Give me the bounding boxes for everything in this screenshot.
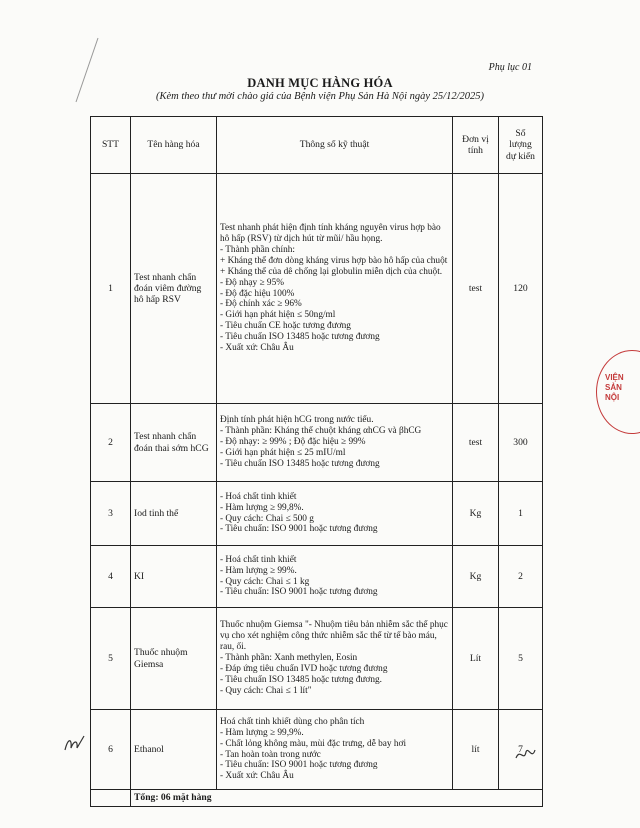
page-title: DANH MỤC HÀNG HÓA — [247, 76, 393, 90]
header-qty-line: dự kiến — [506, 150, 535, 162]
spec-line: - Hàm lượng ≥ 99%. — [220, 565, 297, 576]
spec-line: - Quy cách: Chai ≤ 500 g — [220, 513, 314, 524]
row-spec — [217, 404, 453, 482]
spec-line: - Tiêu chuẩn CE hoặc tương đương — [220, 321, 351, 332]
spec-line: - Xuất xứ: Châu Âu — [220, 342, 294, 353]
header-name: Tên hàng hóa — [131, 117, 217, 174]
spec-line: - Quy cách: Chai ≤ 1 lít" — [220, 685, 312, 696]
spec-line: - Tiêu chuẩn ISO 13485 hoặc tương đương. — [220, 674, 382, 685]
goods-table — [90, 116, 543, 807]
header-unit-line: Đơn vị — [462, 133, 489, 145]
spec-line: - Hàm lượng ≥ 99,8%. — [220, 502, 304, 513]
spec-line: + Kháng thể đơn dòng kháng virus hợp bào hô hấp của chuột — [220, 255, 448, 266]
header-unit-line: tính — [468, 145, 483, 156]
row-stt: 1 — [91, 174, 131, 404]
spec-line: - Giới hạn phát hiện ≤ 50ng/ml — [220, 310, 336, 321]
row-unit: test — [453, 404, 499, 482]
spec-line: - Độ nhạy ≥ 95% — [220, 277, 284, 288]
row-qty: 1 — [499, 482, 543, 546]
header-spec: Thông số kỹ thuật — [217, 117, 453, 174]
table-row — [91, 404, 543, 482]
spec-line: Thuốc nhuộm Giemsa "- Nhuộm tiêu bản nhiễm sắc thể phục vụ cho xét nghiệm công thức nhiễm sắc thể từ tế bào máu, rau, ối. — [220, 620, 448, 653]
stamp-line: NỘI — [605, 393, 620, 402]
spec-line: - Quy cách: Chai ≤ 1 kg — [220, 576, 310, 587]
spec-line: + Kháng thể của dê chống lại globulin miễn dịch của chuột. — [220, 266, 443, 277]
initials-signature-right — [512, 744, 538, 766]
spec-line: - Giới hạn phát hiện ≤ 25 mIU/ml — [220, 447, 346, 458]
header-qty-line: Số — [515, 128, 526, 140]
header-qty — [499, 117, 543, 174]
stamp-text — [605, 373, 624, 403]
scan-edge-mark — [72, 36, 102, 106]
row-stt: 4 — [91, 546, 131, 608]
spec-line: - Xuất xứ: Châu Âu — [220, 771, 294, 782]
table-row — [91, 174, 543, 404]
total-row — [91, 790, 543, 807]
spec-line: - Tan hoàn toàn trong nước — [220, 749, 321, 760]
table-header-row — [91, 117, 543, 174]
row-qty: 5 — [499, 608, 543, 710]
spec-line: Test nhanh phát hiện định tính kháng nguyên virus hợp bào hô hấp (RSV) từ dịch hút từ mũi/ hầu họng. — [220, 223, 441, 245]
spec-line: - Độ đặc hiệu 100% — [220, 288, 295, 299]
row-name: KI — [131, 546, 217, 608]
initials-signature-left — [62, 732, 88, 756]
spec-line: - Độ nhạy: ≥ 99% ; Độ đặc hiệu ≥ 99% — [220, 437, 366, 448]
row-spec — [217, 482, 453, 546]
header-stt: STT — [91, 117, 131, 174]
spec-line: - Hoá chất tinh khiết — [220, 491, 297, 502]
row-spec — [217, 546, 453, 608]
spec-line: - Hàm lượng ≥ 99,9%. — [220, 727, 304, 738]
spec-line: - Tiêu chuẩn: ISO 9001 hoặc tương đương — [220, 760, 378, 771]
spec-line: - Độ chính xác ≥ 96% — [220, 299, 302, 310]
total-stt-cell — [91, 790, 131, 807]
row-stt: 3 — [91, 482, 131, 546]
total-label: Tổng: 06 mặt hàng — [131, 790, 543, 807]
spec-line: - Tiêu chuẩn: ISO 9001 hoặc tương đương — [220, 524, 378, 535]
row-unit: Lít — [453, 608, 499, 710]
spec-line: - Tiêu chuẩn: ISO 9001 hoặc tương đương — [220, 587, 378, 598]
row-qty: 7 — [499, 710, 543, 790]
table-row — [91, 482, 543, 546]
row-unit: test — [453, 174, 499, 404]
stamp-line: VIỆN — [605, 373, 624, 382]
row-stt: 6 — [91, 710, 131, 790]
spec-line: - Thành phần: Kháng thể chuột kháng αhCG và βhCG — [220, 426, 422, 437]
row-unit: Kg — [453, 482, 499, 546]
row-stt: 5 — [91, 608, 131, 710]
spec-line: - Đáp ứng tiêu chuẩn IVD hoặc tương đương — [220, 663, 388, 674]
row-spec — [217, 608, 453, 710]
row-qty: 300 — [499, 404, 543, 482]
header-qty-line: lượng — [509, 139, 532, 151]
page-subtitle: (Kèm theo thư mời chào giá của Bệnh viện Phụ Sản Hà Nội ngày 25/12/2025) — [155, 91, 485, 102]
appendix-label: Phụ lục 01 — [488, 62, 532, 73]
table-row — [91, 710, 543, 790]
red-seal-stamp — [596, 350, 640, 434]
row-name: Test nhanh chẩn đoán thai sớm hCG — [131, 404, 217, 482]
row-name: Test nhanh chẩn đoán viêm đường hô hấp RSV — [131, 174, 217, 404]
row-name: Ethanol — [131, 710, 217, 790]
spec-line: - Thành phần chính: — [220, 245, 295, 255]
spec-line: - Tiêu chuẩn ISO 13485 hoặc tương đương — [220, 332, 380, 342]
spec-line: - Tiêu chuẩn ISO 13485 hoặc tương đương — [220, 458, 380, 469]
table-row — [91, 608, 543, 710]
row-qty: 2 — [499, 546, 543, 608]
stamp-line: SẢN — [605, 383, 622, 392]
row-name: Iod tinh thể — [131, 482, 217, 546]
spec-line: Định tính phát hiện hCG trong nước tiểu. — [220, 415, 374, 426]
row-unit: lít — [453, 710, 499, 790]
row-qty: 120 — [499, 174, 543, 404]
row-unit: Kg — [453, 546, 499, 608]
row-name: Thuốc nhuộm Giemsa — [131, 608, 217, 710]
table-row — [91, 546, 543, 608]
header-unit — [453, 117, 499, 174]
row-spec — [217, 710, 453, 790]
row-stt: 2 — [91, 404, 131, 482]
spec-line: - Thành phần: Xanh methylen, Eosin — [220, 653, 358, 664]
spec-line: - Hoá chất tinh khiết — [220, 554, 297, 565]
spec-line: - Chất lỏng không màu, mùi đặc trưng, dễ bay hơi — [220, 738, 407, 749]
spec-line: Hoá chất tinh khiết dùng cho phân tích — [220, 716, 365, 727]
row-spec — [217, 174, 453, 404]
